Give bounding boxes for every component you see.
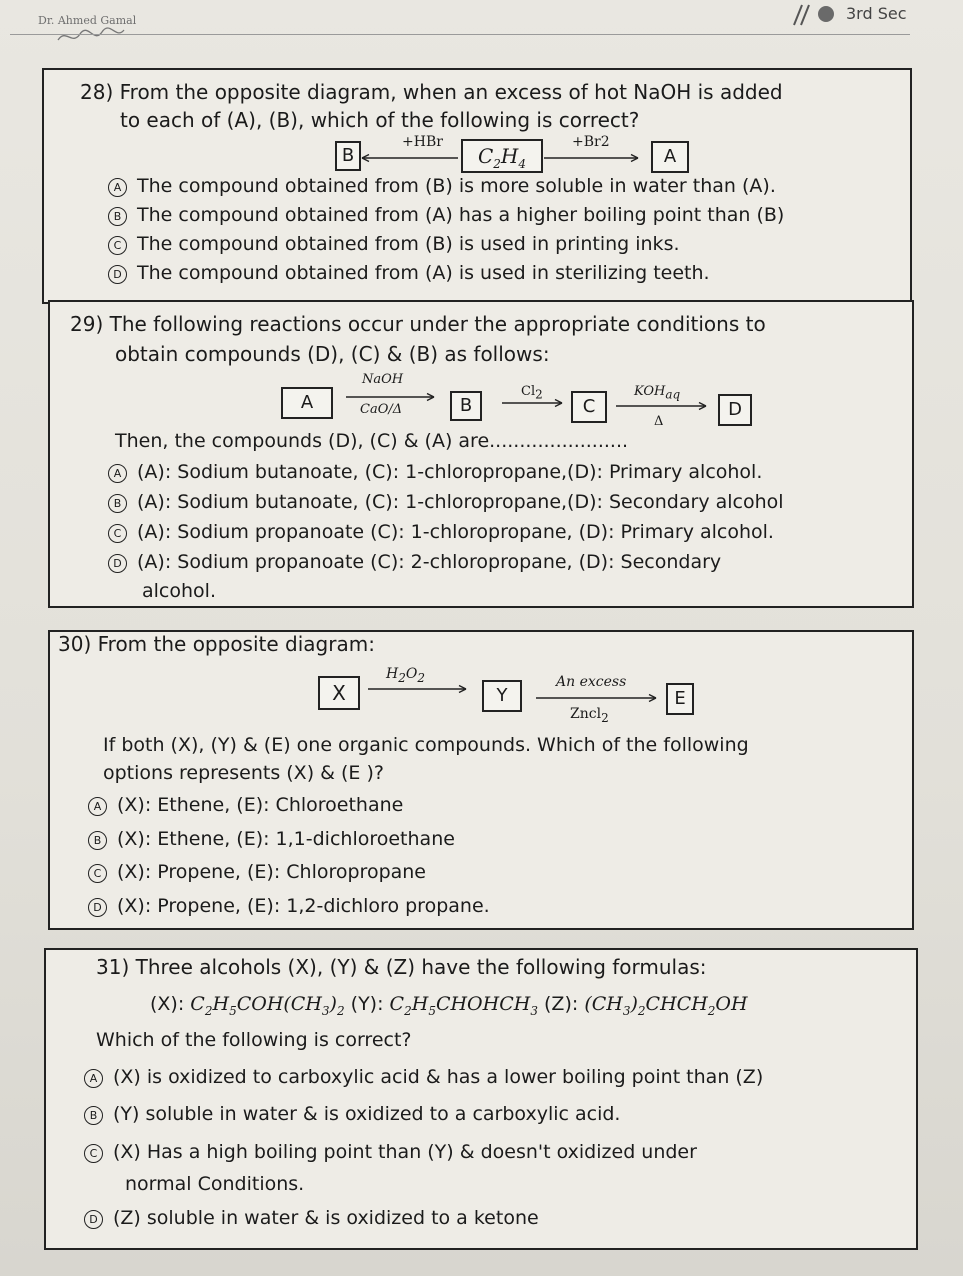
option-mark: A	[108, 464, 127, 483]
option-text: (A): Sodium propanoate (C): 2-chloropropane, (D): Secondary	[137, 551, 722, 573]
q28-right-arrow	[542, 153, 640, 163]
q29-box-d: D	[718, 394, 752, 426]
option-text: The compound obtained from (A) has a higher boiling point than (B)	[137, 204, 785, 226]
q30-r1-top: $H_2O_2$	[386, 666, 425, 685]
option-mark: B	[108, 494, 127, 513]
q31-option-d[interactable]	[84, 1207, 539, 1229]
option-text: (X) Has a high boiling point than (Y) & doesn't oxidized under	[113, 1141, 697, 1163]
q31-formula-z: $(CH_3)_2CHCH_2OH$	[584, 993, 748, 1018]
q28-left-reagent: +HBr	[402, 134, 443, 150]
q31-option-a[interactable]	[84, 1066, 763, 1088]
q28-box-b: B	[335, 141, 361, 171]
author-name: Dr. Ahmed Gamal	[38, 14, 137, 27]
q28-option-d[interactable]	[108, 262, 710, 284]
grade-label: 3rd Sec	[846, 4, 907, 23]
option-mark: C	[108, 524, 127, 543]
q28-option-b[interactable]	[108, 204, 784, 226]
q29-r1-top: NaOH	[362, 372, 404, 387]
option-text: (X): Propene, (E): Chloropropane	[117, 861, 427, 883]
q31-option-c[interactable]	[84, 1141, 697, 1163]
q29-stem-line1: 29) The following reactions occur under the appropriate conditions to	[70, 312, 766, 336]
q31-z-label: (Z):	[544, 993, 579, 1015]
q28-stem-line1: 28) From the opposite diagram, when an excess of hot NaOH is added	[80, 80, 783, 104]
q29-option-d-cont: alcohol.	[142, 580, 216, 602]
option-mark: D	[88, 898, 107, 917]
option-mark: A	[88, 797, 107, 816]
q28-option-a[interactable]	[108, 175, 776, 197]
option-text: (Z) soluble in water & is oxidized to a ketone	[113, 1207, 539, 1229]
header-divider	[10, 34, 910, 35]
option-text: (A): Sodium butanoate, (C): 1-chloropropane,(D): Primary alcohol.	[137, 461, 763, 483]
q29-option-a[interactable]	[108, 461, 762, 483]
option-text: (Y) soluble in water & is oxidized to a carboxylic acid.	[113, 1103, 621, 1125]
q30-option-a[interactable]	[88, 794, 403, 816]
badge-icon	[818, 6, 834, 22]
q29-box-b: B	[450, 391, 482, 421]
option-text: (X): Ethene, (E): 1,1-dichloroethane	[117, 828, 455, 850]
q31-formulas	[150, 993, 748, 1018]
q28-box-c2h4: $C_2H_4$	[461, 139, 543, 173]
option-text: The compound obtained from (B) is more soluble in water than (A).	[137, 175, 776, 197]
q31-formula-x: $C_2H_5COH(CH_3)_2$	[190, 993, 345, 1018]
option-text: (A): Sodium butanoate, (C): 1-chloropropane,(D): Secondary alcohol	[137, 491, 784, 513]
q28-stem-line2: to each of (A), (B), which of the following is correct?	[120, 108, 640, 132]
q28-right-reagent: +Br2	[572, 134, 610, 150]
q29-arrow-1	[344, 392, 436, 402]
q31-formula-y: $C_2H_5CHOHCH_3$	[389, 993, 538, 1018]
option-text: The compound obtained from (A) is used in sterilizing teeth.	[137, 262, 710, 284]
option-mark: D	[108, 265, 127, 284]
option-mark: D	[84, 1210, 103, 1229]
option-mark: B	[108, 207, 127, 226]
q31-x-label: (X):	[150, 993, 185, 1015]
q29-r3-top: $KOH_{aq}$	[634, 384, 681, 402]
option-mark: B	[84, 1106, 103, 1125]
option-mark: C	[84, 1144, 103, 1163]
q30-box-x: X	[318, 676, 360, 710]
q31-stem: 31) Three alcohols (X), (Y) & (Z) have the following formulas:	[96, 955, 707, 979]
q31-question: Which of the following is correct?	[96, 1029, 412, 1051]
option-text: (X) is oxidized to carboxylic acid & has a lower boiling point than (Z)	[113, 1066, 764, 1088]
q31-y-label: (Y):	[350, 993, 384, 1015]
q29-then: Then, the compounds (D), (C) & (A) are.......................	[115, 430, 629, 452]
option-text: (A): Sodium propanoate (C): 1-chloropropane, (D): Primary alcohol.	[137, 521, 774, 543]
q29-option-b[interactable]	[108, 491, 784, 513]
q31-option-c-cont: normal Conditions.	[125, 1173, 305, 1195]
option-text: The compound obtained from (B) is used in printing inks.	[137, 233, 680, 255]
q28-box-a: A	[651, 141, 689, 173]
q30-option-b[interactable]	[88, 828, 455, 850]
q28-left-arrow	[360, 153, 460, 163]
q30-arrow-2	[534, 693, 658, 703]
q31-option-b[interactable]	[84, 1103, 620, 1125]
option-mark: B	[88, 831, 107, 850]
signature-icon	[56, 26, 126, 48]
q30-question-line2: options represents (X) & (E )?	[103, 762, 384, 784]
option-mark: C	[108, 236, 127, 255]
q28-option-c[interactable]	[108, 233, 680, 255]
q30-option-c[interactable]	[88, 861, 426, 883]
q29-r2-top: $Cl_2$	[521, 384, 543, 402]
q30-r2-top: An excess	[556, 674, 627, 690]
q29-arrow-3	[614, 401, 708, 411]
q30-arrow-1	[366, 684, 468, 694]
q30-stem: 30) From the opposite diagram:	[58, 632, 375, 656]
stripes-decoration	[790, 4, 814, 26]
q30-option-d[interactable]	[88, 895, 490, 917]
option-mark: C	[88, 864, 107, 883]
q29-box-a: A	[281, 387, 333, 419]
q29-r1-bottom: CaO/Δ	[360, 402, 403, 417]
option-mark: A	[84, 1069, 103, 1088]
option-text: (X): Ethene, (E): Chloroethane	[117, 794, 404, 816]
option-text: (X): Propene, (E): 1,2-dichloro propane.	[117, 895, 490, 917]
option-mark: A	[108, 178, 127, 197]
option-mark: D	[108, 554, 127, 573]
q30-question-line1: If both (X), (Y) & (E) one organic compounds. Which of the following	[103, 734, 749, 756]
q29-arrow-2	[500, 398, 564, 408]
q30-box-e: E	[666, 683, 694, 715]
q30-r2-bottom: Zncl$_2$	[570, 706, 609, 725]
q29-r3-bottom: Δ	[654, 414, 664, 429]
q29-option-c[interactable]	[108, 521, 774, 543]
q29-stem-line2: obtain compounds (D), (C) & (B) as follows:	[115, 342, 550, 366]
q29-option-d[interactable]	[108, 551, 721, 573]
q29-box-c: C	[571, 391, 607, 423]
q30-box-y: Y	[482, 680, 522, 712]
